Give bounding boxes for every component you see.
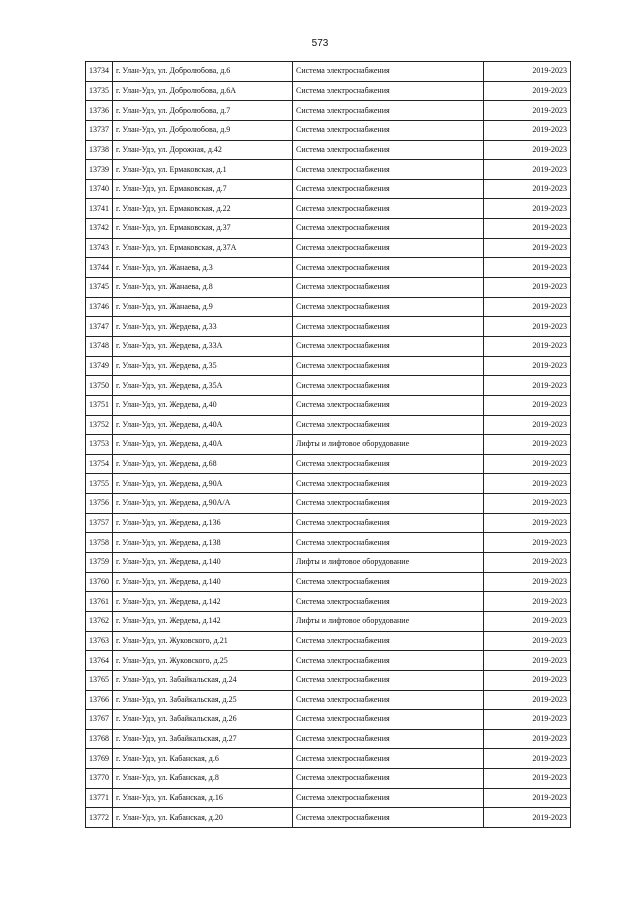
row-period: 2019-2023 bbox=[484, 160, 571, 180]
table-row bbox=[86, 788, 571, 808]
registry-table-body bbox=[86, 62, 571, 828]
row-period: 2019-2023 bbox=[484, 336, 571, 356]
row-address: г. Улан-Удэ, ул. Жердева, д.90А bbox=[113, 474, 293, 494]
row-address: г. Улан-Удэ, ул. Добролюбова, д.9 bbox=[113, 120, 293, 140]
row-number: 13758 bbox=[86, 533, 113, 553]
table-row bbox=[86, 749, 571, 769]
row-period: 2019-2023 bbox=[484, 120, 571, 140]
table-row bbox=[86, 415, 571, 435]
table-row bbox=[86, 297, 571, 317]
table-row bbox=[86, 101, 571, 121]
row-period: 2019-2023 bbox=[484, 729, 571, 749]
row-system: Система электроснабжения bbox=[293, 454, 484, 474]
row-number: 13742 bbox=[86, 219, 113, 239]
row-number: 13745 bbox=[86, 278, 113, 298]
row-address: г. Улан-Удэ, ул. Жердева, д.40 bbox=[113, 395, 293, 415]
row-address: г. Улан-Удэ, ул. Кабанская, д.16 bbox=[113, 788, 293, 808]
row-system: Система электроснабжения bbox=[293, 749, 484, 769]
row-address: г. Улан-Удэ, ул. Жердева, д.33 bbox=[113, 317, 293, 337]
row-system: Система электроснабжения bbox=[293, 769, 484, 789]
table-row bbox=[86, 258, 571, 278]
row-address: г. Улан-Удэ, ул. Забайкальская, д.24 bbox=[113, 670, 293, 690]
row-period: 2019-2023 bbox=[484, 376, 571, 396]
row-system: Система электроснабжения bbox=[293, 179, 484, 199]
row-system: Система электроснабжения bbox=[293, 101, 484, 121]
row-address: г. Улан-Удэ, ул. Жуковского, д.21 bbox=[113, 631, 293, 651]
row-system: Система электроснабжения bbox=[293, 336, 484, 356]
row-system: Система электроснабжения bbox=[293, 494, 484, 514]
row-system: Система электроснабжения bbox=[293, 631, 484, 651]
row-period: 2019-2023 bbox=[484, 572, 571, 592]
table-row bbox=[86, 670, 571, 690]
row-number: 13736 bbox=[86, 101, 113, 121]
row-period: 2019-2023 bbox=[484, 631, 571, 651]
row-system: Система электроснабжения bbox=[293, 788, 484, 808]
row-number: 13737 bbox=[86, 120, 113, 140]
row-number: 13748 bbox=[86, 336, 113, 356]
row-period: 2019-2023 bbox=[484, 474, 571, 494]
row-number: 13759 bbox=[86, 553, 113, 573]
row-address: г. Улан-Удэ, ул. Жердева, д.40А bbox=[113, 415, 293, 435]
row-system: Система электроснабжения bbox=[293, 474, 484, 494]
row-address: г. Улан-Удэ, ул. Жердева, д.142 bbox=[113, 592, 293, 612]
row-period: 2019-2023 bbox=[484, 788, 571, 808]
table-row bbox=[86, 631, 571, 651]
row-system: Система электроснабжения bbox=[293, 533, 484, 553]
row-address: г. Улан-Удэ, ул. Дорожная, д.42 bbox=[113, 140, 293, 160]
row-address: г. Улан-Удэ, ул. Забайкальская, д.27 bbox=[113, 729, 293, 749]
row-system: Система электроснабжения bbox=[293, 62, 484, 82]
table-row bbox=[86, 435, 571, 455]
table-row bbox=[86, 179, 571, 199]
row-period: 2019-2023 bbox=[484, 670, 571, 690]
row-system: Система электроснабжения bbox=[293, 297, 484, 317]
row-system: Система электроснабжения bbox=[293, 238, 484, 258]
row-system: Система электроснабжения bbox=[293, 592, 484, 612]
row-number: 13746 bbox=[86, 297, 113, 317]
row-address: г. Улан-Удэ, ул. Кабанская, д.20 bbox=[113, 808, 293, 828]
table-row bbox=[86, 690, 571, 710]
row-system: Система электроснабжения bbox=[293, 160, 484, 180]
row-address: г. Улан-Удэ, ул. Добролюбова, д.6 bbox=[113, 62, 293, 82]
row-system: Система электроснабжения bbox=[293, 81, 484, 101]
row-address: г. Улан-Удэ, ул. Жердева, д.138 bbox=[113, 533, 293, 553]
row-system: Система электроснабжения bbox=[293, 395, 484, 415]
table-row bbox=[86, 317, 571, 337]
row-system: Система электроснабжения bbox=[293, 199, 484, 219]
table-row bbox=[86, 592, 571, 612]
row-address: г. Улан-Удэ, ул. Жердева, д.35 bbox=[113, 356, 293, 376]
row-period: 2019-2023 bbox=[484, 258, 571, 278]
row-system: Система электроснабжения bbox=[293, 710, 484, 730]
row-address: г. Улан-Удэ, ул. Жердева, д.40А bbox=[113, 435, 293, 455]
row-period: 2019-2023 bbox=[484, 553, 571, 573]
table-row bbox=[86, 611, 571, 631]
row-number: 13760 bbox=[86, 572, 113, 592]
row-system: Система электроснабжения bbox=[293, 808, 484, 828]
row-period: 2019-2023 bbox=[484, 395, 571, 415]
row-period: 2019-2023 bbox=[484, 533, 571, 553]
row-number: 13765 bbox=[86, 670, 113, 690]
row-system: Система электроснабжения bbox=[293, 729, 484, 749]
table-row bbox=[86, 219, 571, 239]
row-number: 13756 bbox=[86, 494, 113, 514]
row-period: 2019-2023 bbox=[484, 179, 571, 199]
table-row bbox=[86, 572, 571, 592]
row-number: 13755 bbox=[86, 474, 113, 494]
row-address: г. Улан-Удэ, ул. Жердева, д.35А bbox=[113, 376, 293, 396]
row-number: 13766 bbox=[86, 690, 113, 710]
row-system: Система электроснабжения bbox=[293, 670, 484, 690]
row-address: г. Улан-Удэ, ул. Кабанская, д.6 bbox=[113, 749, 293, 769]
table-row bbox=[86, 454, 571, 474]
table-row bbox=[86, 513, 571, 533]
row-number: 13769 bbox=[86, 749, 113, 769]
row-system: Система электроснабжения bbox=[293, 415, 484, 435]
row-period: 2019-2023 bbox=[484, 415, 571, 435]
row-period: 2019-2023 bbox=[484, 140, 571, 160]
row-number: 13741 bbox=[86, 199, 113, 219]
table-row bbox=[86, 120, 571, 140]
row-number: 13747 bbox=[86, 317, 113, 337]
table-row bbox=[86, 808, 571, 828]
row-system: Система электроснабжения bbox=[293, 690, 484, 710]
row-system: Система электроснабжения bbox=[293, 219, 484, 239]
row-period: 2019-2023 bbox=[484, 81, 571, 101]
row-period: 2019-2023 bbox=[484, 710, 571, 730]
table-row bbox=[86, 533, 571, 553]
row-system: Система электроснабжения bbox=[293, 120, 484, 140]
row-number: 13762 bbox=[86, 611, 113, 631]
row-number: 13753 bbox=[86, 435, 113, 455]
row-period: 2019-2023 bbox=[484, 238, 571, 258]
row-number: 13772 bbox=[86, 808, 113, 828]
table-row bbox=[86, 651, 571, 671]
row-address: г. Улан-Удэ, ул. Забайкальская, д.25 bbox=[113, 690, 293, 710]
row-period: 2019-2023 bbox=[484, 101, 571, 121]
row-number: 13740 bbox=[86, 179, 113, 199]
row-address: г. Улан-Удэ, ул. Жанаева, д.9 bbox=[113, 297, 293, 317]
row-system: Система электроснабжения bbox=[293, 356, 484, 376]
registry-table bbox=[85, 61, 571, 828]
row-number: 13754 bbox=[86, 454, 113, 474]
row-number: 13751 bbox=[86, 395, 113, 415]
row-number: 13771 bbox=[86, 788, 113, 808]
row-system: Система электроснабжения bbox=[293, 376, 484, 396]
row-system: Лифты и лифтовое оборудование bbox=[293, 435, 484, 455]
row-address: г. Улан-Удэ, ул. Жердева, д.140 bbox=[113, 572, 293, 592]
row-number: 13749 bbox=[86, 356, 113, 376]
row-number: 13764 bbox=[86, 651, 113, 671]
row-address: г. Улан-Удэ, ул. Ермаковская, д.1 bbox=[113, 160, 293, 180]
page-number: 573 bbox=[311, 38, 329, 49]
table-row bbox=[86, 474, 571, 494]
row-number: 13750 bbox=[86, 376, 113, 396]
row-number: 13761 bbox=[86, 592, 113, 612]
row-number: 13743 bbox=[86, 238, 113, 258]
row-period: 2019-2023 bbox=[484, 219, 571, 239]
table-row bbox=[86, 553, 571, 573]
row-system: Система электроснабжения bbox=[293, 258, 484, 278]
table-row bbox=[86, 81, 571, 101]
table-row bbox=[86, 729, 571, 749]
row-address: г. Улан-Удэ, ул. Жуковского, д.25 bbox=[113, 651, 293, 671]
row-period: 2019-2023 bbox=[484, 199, 571, 219]
row-period: 2019-2023 bbox=[484, 494, 571, 514]
row-period: 2019-2023 bbox=[484, 611, 571, 631]
row-system: Система электроснабжения bbox=[293, 651, 484, 671]
row-period: 2019-2023 bbox=[484, 62, 571, 82]
row-system: Лифты и лифтовое оборудование bbox=[293, 553, 484, 573]
table-row bbox=[86, 140, 571, 160]
row-address: г. Улан-Удэ, ул. Ермаковская, д.7 bbox=[113, 179, 293, 199]
row-system: Система электроснабжения bbox=[293, 572, 484, 592]
row-period: 2019-2023 bbox=[484, 278, 571, 298]
row-number: 13752 bbox=[86, 415, 113, 435]
row-number: 13768 bbox=[86, 729, 113, 749]
row-system: Лифты и лифтовое оборудование bbox=[293, 611, 484, 631]
row-number: 13767 bbox=[86, 710, 113, 730]
row-number: 13770 bbox=[86, 769, 113, 789]
row-period: 2019-2023 bbox=[484, 454, 571, 474]
row-period: 2019-2023 bbox=[484, 808, 571, 828]
row-address: г. Улан-Удэ, ул. Ермаковская, д.37 bbox=[113, 219, 293, 239]
table-row bbox=[86, 199, 571, 219]
row-address: г. Улан-Удэ, ул. Добролюбова, д.7 bbox=[113, 101, 293, 121]
row-period: 2019-2023 bbox=[484, 317, 571, 337]
row-number: 13757 bbox=[86, 513, 113, 533]
row-number: 13763 bbox=[86, 631, 113, 651]
row-number: 13738 bbox=[86, 140, 113, 160]
table-row bbox=[86, 160, 571, 180]
row-address: г. Улан-Удэ, ул. Жердева, д.142 bbox=[113, 611, 293, 631]
row-period: 2019-2023 bbox=[484, 297, 571, 317]
row-system: Система электроснабжения bbox=[293, 278, 484, 298]
row-period: 2019-2023 bbox=[484, 356, 571, 376]
row-address: г. Улан-Удэ, ул. Жердева, д.33А bbox=[113, 336, 293, 356]
row-system: Система электроснабжения bbox=[293, 317, 484, 337]
table-row bbox=[86, 356, 571, 376]
row-period: 2019-2023 bbox=[484, 651, 571, 671]
table-row bbox=[86, 238, 571, 258]
row-address: г. Улан-Удэ, ул. Забайкальская, д.26 bbox=[113, 710, 293, 730]
row-system: Система электроснабжения bbox=[293, 513, 484, 533]
row-system: Система электроснабжения bbox=[293, 140, 484, 160]
row-address: г. Улан-Удэ, ул. Жанаева, д.8 bbox=[113, 278, 293, 298]
row-number: 13735 bbox=[86, 81, 113, 101]
row-address: г. Улан-Удэ, ул. Жердева, д.90А/А bbox=[113, 494, 293, 514]
row-address: г. Улан-Удэ, ул. Жанаева, д.3 bbox=[113, 258, 293, 278]
row-address: г. Улан-Удэ, ул. Кабанская, д.8 bbox=[113, 769, 293, 789]
table-row bbox=[86, 278, 571, 298]
table-row bbox=[86, 769, 571, 789]
row-period: 2019-2023 bbox=[484, 769, 571, 789]
row-period: 2019-2023 bbox=[484, 513, 571, 533]
row-period: 2019-2023 bbox=[484, 690, 571, 710]
row-address: г. Улан-Удэ, ул. Ермаковская, д.22 bbox=[113, 199, 293, 219]
row-address: г. Улан-Удэ, ул. Жердева, д.68 bbox=[113, 454, 293, 474]
table-row bbox=[86, 494, 571, 514]
row-period: 2019-2023 bbox=[484, 592, 571, 612]
row-address: г. Улан-Удэ, ул. Жердева, д.136 bbox=[113, 513, 293, 533]
table-row bbox=[86, 710, 571, 730]
row-number: 13744 bbox=[86, 258, 113, 278]
row-address: г. Улан-Удэ, ул. Жердева, д.140 bbox=[113, 553, 293, 573]
row-address: г. Улан-Удэ, ул. Ермаковская, д.37А bbox=[113, 238, 293, 258]
row-address: г. Улан-Удэ, ул. Добролюбова, д.6А bbox=[113, 81, 293, 101]
table-row bbox=[86, 336, 571, 356]
table-row bbox=[86, 376, 571, 396]
table-row bbox=[86, 62, 571, 82]
row-number: 13734 bbox=[86, 62, 113, 82]
row-number: 13739 bbox=[86, 160, 113, 180]
row-period: 2019-2023 bbox=[484, 435, 571, 455]
table-row bbox=[86, 395, 571, 415]
row-period: 2019-2023 bbox=[484, 749, 571, 769]
